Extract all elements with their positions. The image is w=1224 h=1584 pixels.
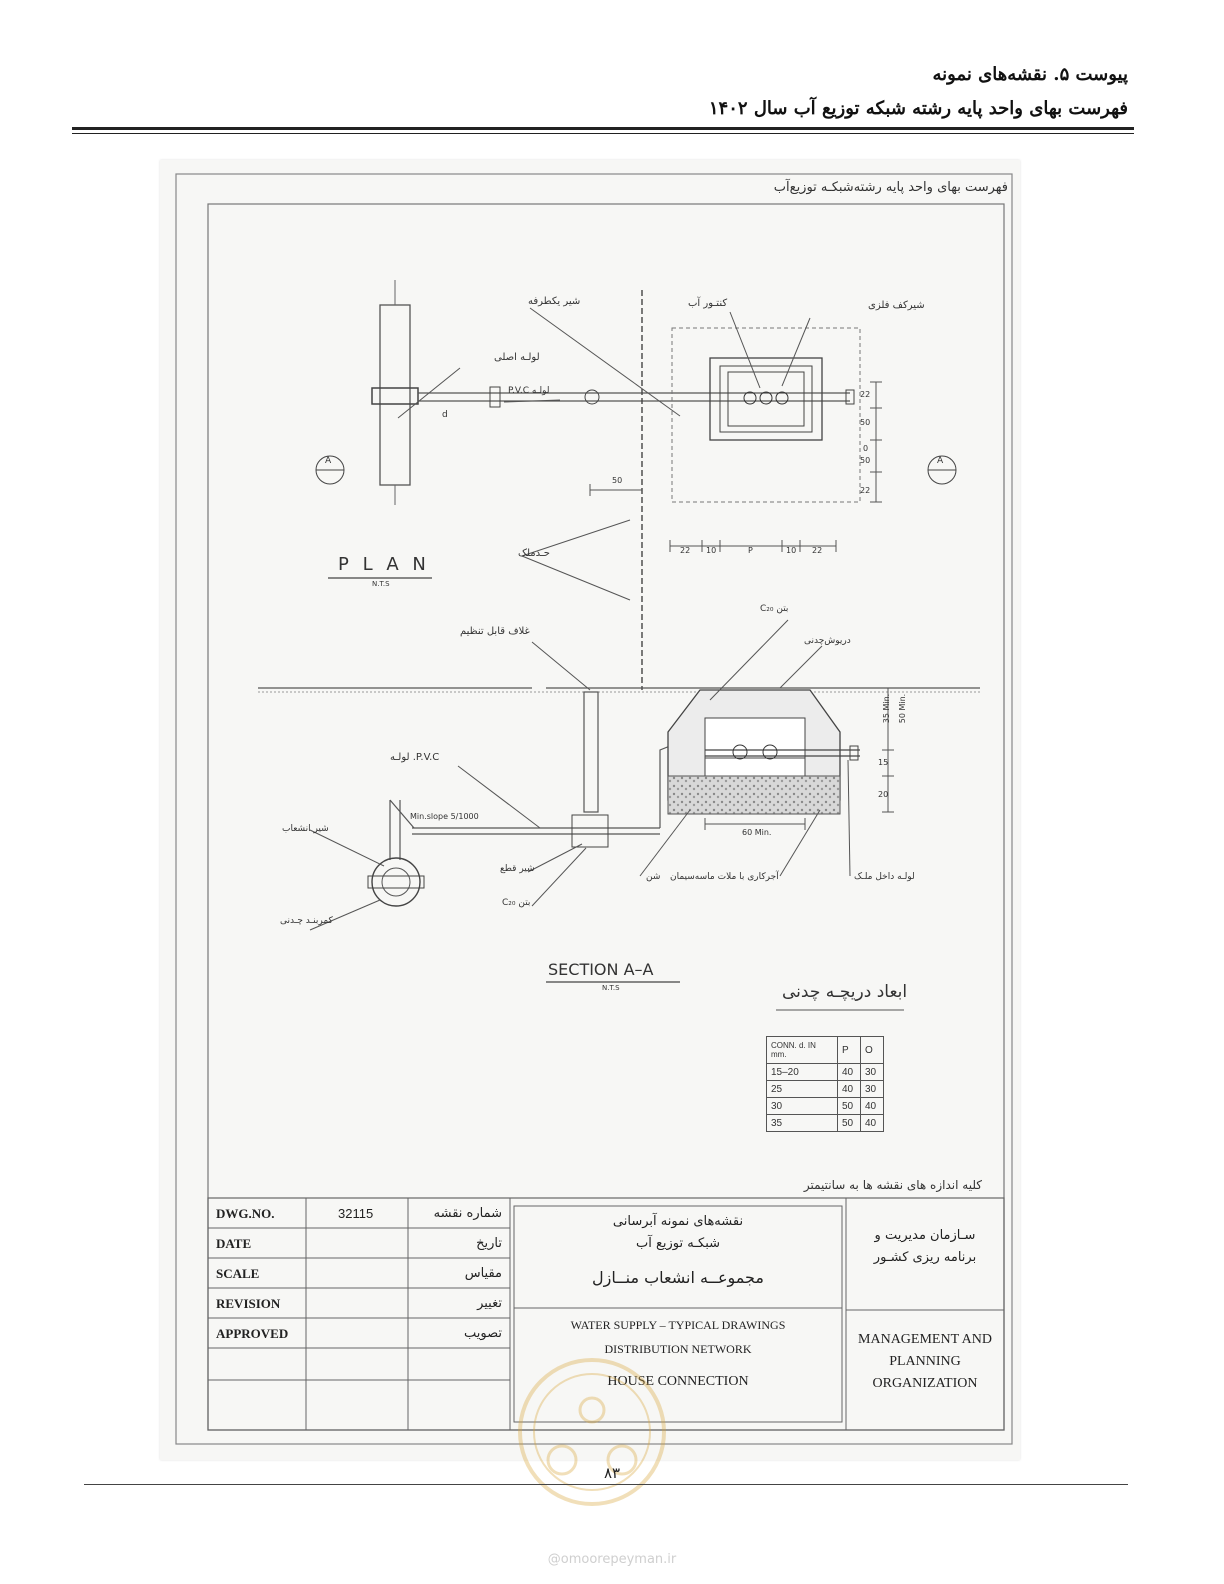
dim-v-1: 22	[860, 390, 871, 399]
tb-fa-revision: تغییر	[477, 1296, 502, 1311]
table-row	[767, 1064, 884, 1081]
tb-value-dwg-no: 32115	[338, 1206, 374, 1221]
dim-depth-total: 50 Min.	[898, 693, 908, 724]
section-mark-left: A	[325, 456, 332, 466]
label-adjustable-sleeve: غلاف قابل تنظیم	[460, 626, 530, 637]
section-scale: N.T.S	[602, 984, 620, 992]
dim-v-4: 50	[860, 456, 871, 465]
label-concrete-bottom: بتن C₂₀	[502, 898, 531, 908]
table-cell: 40	[838, 1081, 861, 1098]
tb-label-approved: APPROVED	[216, 1326, 289, 1341]
header-rule-thin	[72, 133, 1134, 134]
label-water-meter: کنتـور آب	[688, 298, 728, 309]
label-stop-valve: شیر قطع	[500, 864, 535, 874]
watermark-seal	[512, 1352, 672, 1512]
plan-scale: N.T.S	[372, 580, 390, 588]
tb-org-fa-2: برنامه ریزی کشـور	[873, 1250, 977, 1265]
label-gravel: شن	[646, 872, 661, 882]
table-row	[767, 1081, 884, 1098]
sheet-title: فهرست بهای واحد پایه رشته‌شبکـه توزیع‌آب	[773, 180, 1008, 195]
label-pvc-pipe-plan: P.V.C لولـه	[508, 386, 550, 396]
label-cast-cover: دریوش‌چدنی	[804, 636, 851, 646]
dim-offset: 50	[612, 476, 623, 485]
dim-15: 15	[878, 758, 889, 767]
tb-title-en-2: DISTRIBUTION NETWORK	[604, 1342, 752, 1356]
tb-org-en-1: MANAGEMENT AND	[858, 1332, 992, 1347]
label-check-valve: شیر یکطرفه	[528, 296, 581, 307]
section-title: SECTION A–A	[548, 960, 654, 979]
tb-fa-date: تاریخ	[476, 1236, 502, 1251]
table-cell: 30	[861, 1064, 884, 1081]
cover-table-title: ابعاد دریچـه چدنی	[782, 982, 908, 1002]
dim-v-2: 50	[860, 418, 871, 427]
table-header: P	[838, 1037, 861, 1064]
footer-rule	[84, 1484, 1128, 1485]
table-cell: 50	[838, 1115, 861, 1132]
table-cell: 50	[838, 1098, 861, 1115]
tb-label-revision: REVISION	[216, 1296, 281, 1311]
section-mark-right: A	[937, 456, 944, 466]
tb-title-fa-1: نقشه‌های نمونه آبرسانی	[612, 1214, 744, 1229]
label-branch-valve: شیر انشعاب	[282, 824, 329, 834]
header-line-1: پیوست ۵. نقشه‌های نمونه	[932, 64, 1128, 85]
dim-h-4: 10	[786, 546, 797, 555]
table-cell: 25	[767, 1081, 838, 1098]
dim-depth-top: 35 Min.	[882, 693, 892, 724]
tb-fa-dwg-no: شماره نقشه	[433, 1206, 502, 1221]
page-number: ۸۳	[603, 1464, 621, 1482]
header-rule-thick	[72, 127, 1134, 130]
label-pvc-pipe-section: P.V.C. لولـه	[390, 752, 440, 763]
dim-h-1: 22	[680, 546, 691, 555]
plan-title: P L A N	[338, 554, 430, 575]
tb-fa-scale: مقیاس	[464, 1266, 502, 1281]
label-property-line: حـدملک	[518, 548, 550, 559]
tb-title-fa-3: مجموعــه انشعاب منــازل	[592, 1268, 764, 1287]
label-slope: Min.slope 5/1000	[410, 812, 479, 821]
dim-width-min: 60 Min.	[742, 828, 772, 837]
table-cell: 30	[767, 1098, 838, 1115]
dim-20: 20	[878, 790, 889, 799]
tb-label-date: DATE	[216, 1236, 252, 1251]
units-note: کلیه اندازه های نقشه ها به سانتیمتر	[803, 1178, 982, 1192]
tb-label-dwg-no: DWG.NO.	[216, 1206, 275, 1221]
table-cell: 35	[767, 1115, 838, 1132]
table-header-row	[767, 1037, 884, 1064]
label-concrete-top: بتن C₂₀	[760, 604, 789, 614]
dim-h-3: P	[748, 546, 753, 555]
drawing-sheet	[160, 160, 1020, 1460]
dim-v-5: 22	[860, 486, 871, 495]
table-header: CONN. d. IN mm.	[767, 1037, 838, 1064]
tb-org-fa-1: سـازمان مدیریت و	[874, 1228, 976, 1243]
table-row	[767, 1115, 884, 1132]
label-ball-valve: شیرکف فلزی	[868, 300, 925, 311]
tb-title-en-3: HOUSE CONNECTION	[607, 1374, 749, 1389]
label-main-pipe: لولـه اصلی	[494, 352, 540, 363]
cover-table	[766, 1036, 884, 1132]
tb-title-en-1: WATER SUPPLY – TYPICAL DRAWINGS	[570, 1318, 786, 1332]
tb-label-scale: SCALE	[216, 1266, 260, 1281]
tb-org-en-3: ORGANIZATION	[872, 1376, 978, 1391]
drawing-lines	[160, 160, 1020, 1460]
label-saddle: کمربنـد چـدنی	[280, 916, 333, 926]
tb-fa-approved: تصویب	[464, 1326, 502, 1341]
header-line-2: فهرست بهای واحد پایه رشته شبکه توزیع آب سال ۱۴۰۲	[708, 98, 1128, 119]
table-cell: 40	[861, 1098, 884, 1115]
table-cell: 40	[838, 1064, 861, 1081]
tb-org-en-2: PLANNING	[889, 1354, 961, 1369]
table-cell: 30	[861, 1081, 884, 1098]
dim-h-2: 10	[706, 546, 717, 555]
label-d: d	[442, 410, 448, 420]
dim-h-5: 22	[812, 546, 823, 555]
table-row	[767, 1098, 884, 1115]
table-cell: 15–20	[767, 1064, 838, 1081]
label-brickwork: آجرکاری با ملات ماسه‌سیمان	[670, 872, 779, 882]
table-cell: 40	[861, 1115, 884, 1132]
label-inner-pipe: لولـه داخل ملـک	[854, 872, 915, 882]
tb-title-fa-2: شبکـه توزیع آب	[635, 1236, 721, 1251]
dim-v-3: 0	[863, 444, 869, 453]
watermark-text: @omoorepeyman.ir	[547, 1552, 677, 1567]
table-header: O	[861, 1037, 884, 1064]
